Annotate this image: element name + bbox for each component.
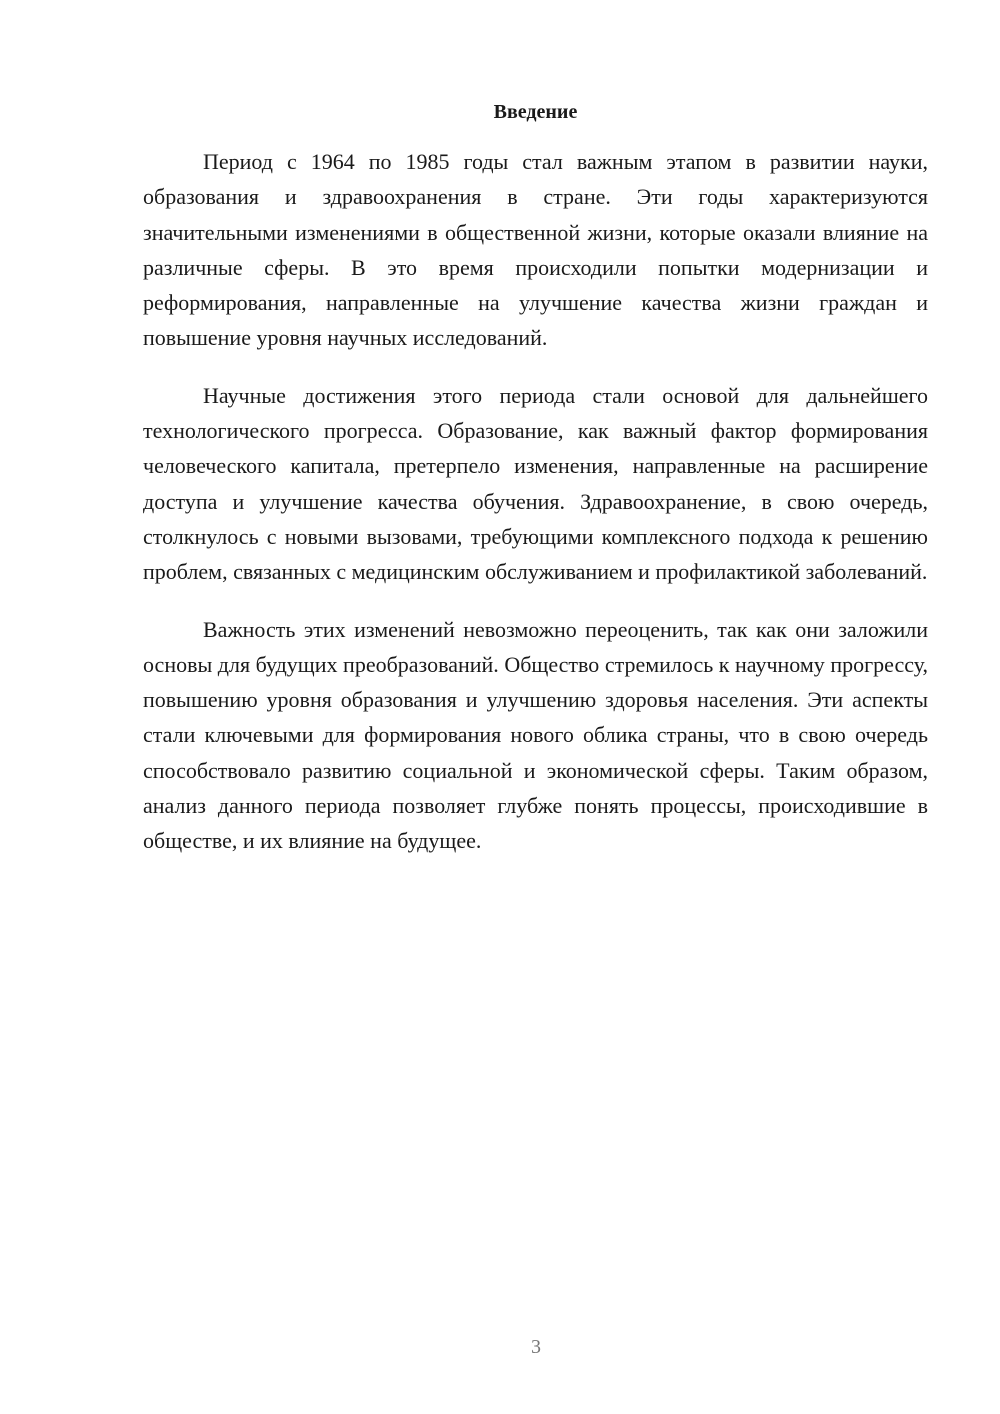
paragraph-2: Научные достижения этого периода стали основой для дальнейшего технологического прогресса. Образование, как важный фактор формирования человеческого капитала, претерпело изменения, направленные на расширение доступа и улучшение качества обучения. Здравоохранение, в свою очередь, столкнулось с новыми вызовами, требующими комплексного подхода к решению проблем, связанных с медицинским обслуживанием и профилактикой заболеваний. [143,382,928,585]
body-text [143,144,928,881]
section-heading: Введение [493,101,578,123]
paragraph-1: Период с 1964 по 1985 годы стал важным этапом в развитии науки, образования и здравоохранения в стране. Эти годы характеризуются значительными изменениями в общественной жизни, которые оказали влияние на различные сферы. В это время происходили попытки модернизации и реформирования, направленные на улучшение качества жизни граждан и повышение уровня научных исследований. [143,149,928,351]
paragraph-3: Важность этих изменений невозможно переоценить, так как они заложили основы для будущих преобразований. Общество стремилось к научному прогрессу, повышению уровня образования и улучшению здоровья населения. Эти аспекты стали ключевыми для формирования нового облика страны, что в свою очередь способствовало развитию социальной и экономической сферы. Таким образом, анализ данного периода позволяет глубже понять процессы, происходившие в обществе, и их влияние на будущее. [143,616,928,854]
page-number: 3 [531,1336,541,1358]
